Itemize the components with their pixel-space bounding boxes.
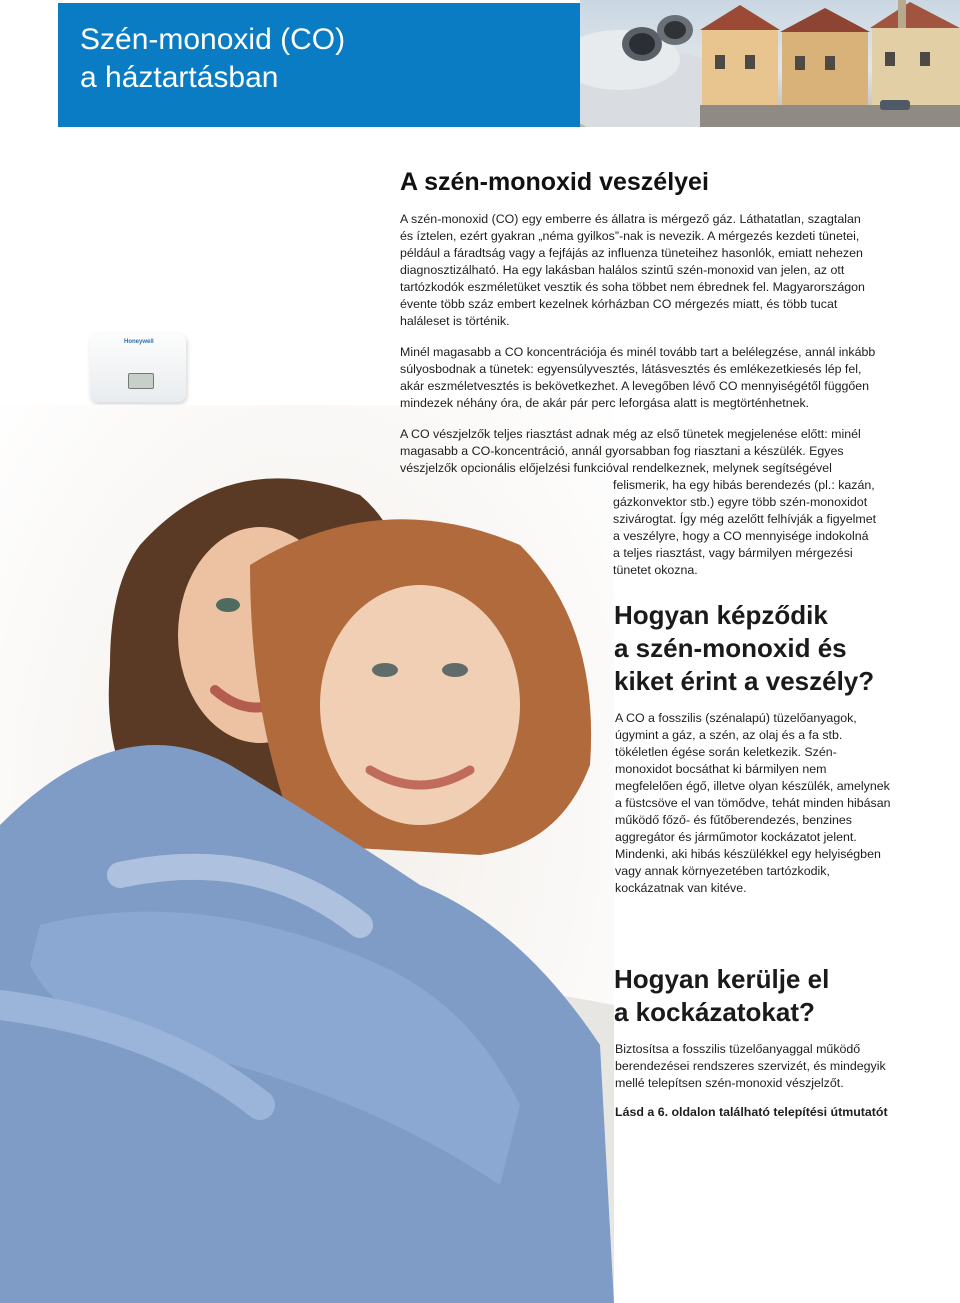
header-band — [58, 3, 580, 127]
page-title — [80, 21, 345, 97]
paragraph-detectors-cont: felismerik, ha egy hibás berendezés (pl.: kazán, gázkonvektor stb.) egyre több szén-monoxidot szivárogtat. Így még azelőtt felhívják a figyelmet a veszélyre, hogy a CO mennyisége indokolná a teljes riasztást, vagy bármilyen mérgezési tünetet okozna. — [613, 478, 877, 577]
paragraph-symptoms: Minél magasabb a CO koncentrációja és minél tovább tart a belélegzése, annál inkább súlyosbodnak a tünetek: egyensúlyvesztés, látásvesztés és emlékezetkiesés lép fel, akár eszméletvesztés is bekövetkezhet. A levegőben lévő CO mennyiségétől függően mindezek néhány óra, de akár pár perc leforgása alatt is megtörténhetnek. — [400, 345, 876, 410]
header-photo — [580, 0, 960, 127]
paragraph-prevention: Biztosítsa a fosszilis tüzelőanyaggal működő berendezései rendszeres szervizét, és mindegyik mellé telepítsen szén-monoxid vészjelzőt. — [615, 1042, 886, 1090]
mother-and-daughter-illustration — [0, 405, 614, 1303]
family-photo — [0, 405, 614, 1303]
detector-display — [128, 373, 154, 389]
page-title-line-1: Szén-monoxid (CO) — [80, 23, 346, 56]
section-title-formation: Hogyan képződik a szén-monoxid és kiket érint a veszély? — [614, 600, 875, 696]
section-title-dangers: A szén-monoxid veszélyei — [400, 168, 709, 196]
co-detector-device — [90, 334, 186, 402]
detector-brand-logo: Honeywell — [124, 339, 154, 345]
page-title-line-2: a háztartásban — [80, 61, 279, 94]
paragraph-formation: A CO a fosszilis (szénalapú) tüzelőanyagok, úgymint a gáz, a szén, az olaj és a fa stb. tökéletlen égése során keletkezik. Szén- monoxidot bocsáthat ki bármilyen nem megfelelően égő, illetve olyan készülék, amelynek a füstcsöve el van tömődve, tehát minden hibásan működő főző- és fűtőberendezés, benzines aggregátor és járműmotor kockázatot jelent. Mindenki, aki hibás készülékkel egy helyiségben vagy annak környezetében tartózkodik, kockázatnak van kitéve. — [615, 711, 891, 895]
paragraph-intro: A szén-monoxid (CO) egy emberre és állatra is mérgező gáz. Láthatatlan, szagtalan és íztelen, ezért gyakran „néma gyilkos”-nak is nevezik. A mérgezés kezdeti tünetei, például a fáradtság vagy a fejfájás az influenza tüneteihez hasonlók, emiatt nehezen diagnosztizálható. Ha egy lakásban halálos szintű szén-monoxid van jelen, az ott tartózkodók eszméletüket vesztik és soha többet nem ébrednek fel. Magyarországon évente több száz embert kezelnek kórházban CO mérgezés miatt, és több tucat haláleset is történik. — [400, 212, 865, 328]
section-title-prevention: Hogyan kerülje el a kockázatokat? — [614, 964, 830, 1027]
exhaust-and-houses-illustration — [580, 0, 960, 127]
installation-guide-note: Lásd a 6. oldalon található telepítési útmutatót — [615, 1105, 888, 1119]
paragraph-detectors: A CO vészjelzők teljes riasztást adnak még az első tünetek megjelenése előtt: minél magasabb a CO-koncentráció, annál gyorsabban fog riasztani a készülék. Egyes vészjelzők opcionális előjelzési funkcióval rendelkeznek, melynek segítségével — [400, 427, 861, 475]
